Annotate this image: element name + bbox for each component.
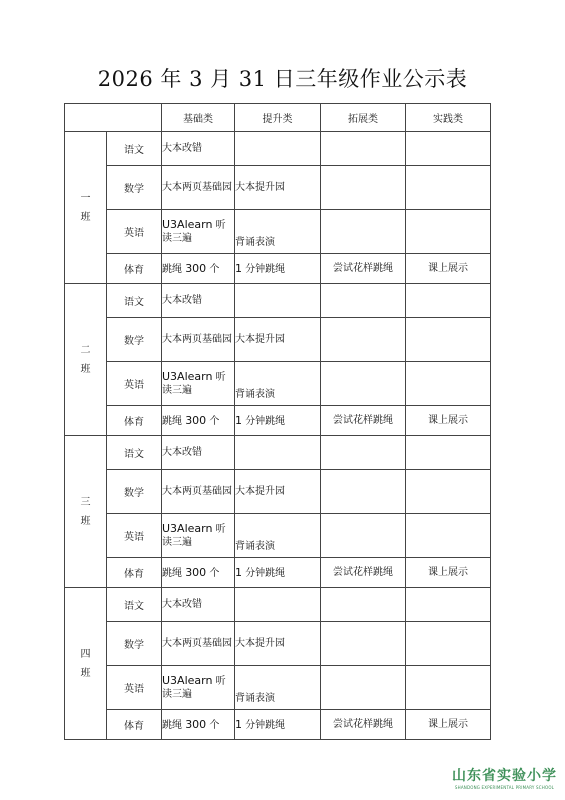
advanced-cell [235, 558, 321, 588]
extend-cell [321, 588, 406, 622]
extend-cell [321, 362, 406, 406]
extend-cell: 尝试花样跳绳 [321, 406, 406, 436]
subject-cell: 语文 [107, 284, 162, 318]
basic-text: 听读三遍 [162, 524, 226, 548]
minute-number: 1 [235, 717, 242, 731]
advanced-cell [235, 406, 321, 436]
table-row [65, 254, 491, 284]
header-row [65, 104, 491, 132]
subject-cell: 数学 [107, 318, 162, 362]
table-row [65, 362, 491, 406]
basic-cell [162, 254, 235, 284]
basic-cell: 大本改错 [162, 588, 235, 622]
basic-cell [162, 514, 235, 558]
table-row [65, 666, 491, 710]
advanced-cell [235, 436, 321, 470]
basic-text: 跳绳 [162, 415, 186, 427]
extend-cell [321, 166, 406, 210]
minute-number: 1 [235, 413, 242, 427]
table-row [65, 210, 491, 254]
subject-cell: 英语 [107, 666, 162, 710]
unit-text: 个 [206, 415, 220, 427]
extend-cell: 尝试花样跳绳 [321, 254, 406, 284]
basic-cell [162, 558, 235, 588]
basic-text: 听读三遍 [162, 220, 226, 244]
subject-cell: 语文 [107, 588, 162, 622]
basic-cell [162, 710, 235, 740]
count-number: 300 [185, 413, 207, 427]
basic-cell [162, 210, 235, 254]
count-number: 300 [185, 565, 207, 579]
table-row [65, 132, 491, 166]
practice-cell [406, 666, 491, 710]
header-advanced: 提升类 [235, 104, 321, 132]
count-number: 300 [185, 717, 207, 731]
practice-cell [406, 284, 491, 318]
advanced-cell: 大本提升园 [235, 622, 321, 666]
app-name: U3Alearn [162, 218, 213, 231]
basic-cell: 大本改错 [162, 436, 235, 470]
practice-cell [406, 132, 491, 166]
table-row [65, 622, 491, 666]
basic-cell: 大本两页基础园 [162, 318, 235, 362]
practice-cell [406, 210, 491, 254]
table-body [65, 132, 491, 740]
extend-cell [321, 318, 406, 362]
minute-number: 1 [235, 261, 242, 275]
practice-cell [406, 588, 491, 622]
header-blank-cell [65, 104, 162, 132]
basic-cell [162, 362, 235, 406]
basic-cell: 大本改错 [162, 284, 235, 318]
extend-cell [321, 666, 406, 710]
basic-cell: 大本两页基础园 [162, 470, 235, 514]
practice-cell: 课上展示 [406, 406, 491, 436]
practice-cell: 课上展示 [406, 254, 491, 284]
unit-text: 个 [206, 567, 220, 579]
advanced-text: 分钟跳绳 [242, 263, 286, 275]
advanced-cell: 背诵表演 [235, 210, 321, 254]
advanced-cell [235, 284, 321, 318]
practice-cell [406, 622, 491, 666]
table-row [65, 470, 491, 514]
practice-cell: 课上展示 [406, 710, 491, 740]
table-row [65, 710, 491, 740]
table-row [65, 284, 491, 318]
class-name-cell: 二 班 [65, 284, 107, 436]
practice-cell [406, 514, 491, 558]
extend-cell [321, 132, 406, 166]
extend-cell [321, 436, 406, 470]
advanced-cell [235, 588, 321, 622]
table-row [65, 588, 491, 622]
subject-cell: 英语 [107, 514, 162, 558]
basic-cell: 大本两页基础园 [162, 166, 235, 210]
basic-cell: 大本改错 [162, 132, 235, 166]
subject-cell: 体育 [107, 710, 162, 740]
extend-cell [321, 284, 406, 318]
subject-cell: 体育 [107, 254, 162, 284]
table-row [65, 558, 491, 588]
minute-number: 1 [235, 565, 242, 579]
page-title: 2026 年 3 月 31 日三年级作业公示表 [97, 67, 468, 91]
extend-cell [321, 514, 406, 558]
extend-cell: 尝试花样跳绳 [321, 710, 406, 740]
table-row [65, 166, 491, 210]
practice-cell: 课上展示 [406, 558, 491, 588]
subject-cell: 数学 [107, 470, 162, 514]
class-name-cell: 一 班 [65, 132, 107, 284]
advanced-text: 分钟跳绳 [242, 719, 286, 731]
practice-cell [406, 362, 491, 406]
practice-cell [406, 470, 491, 514]
school-logo-name: 山东省实验小学 [452, 768, 557, 784]
basic-text: 跳绳 [162, 719, 186, 731]
advanced-cell: 大本提升园 [235, 166, 321, 210]
table-row [65, 514, 491, 558]
count-number: 300 [185, 261, 207, 275]
header-practice: 实践类 [406, 104, 491, 132]
app-name: U3Alearn [162, 522, 213, 535]
subject-cell: 语文 [107, 436, 162, 470]
advanced-cell [235, 132, 321, 166]
subject-cell: 体育 [107, 558, 162, 588]
practice-cell [406, 166, 491, 210]
unit-text: 个 [206, 719, 220, 731]
header-basic: 基础类 [162, 104, 235, 132]
unit-text: 个 [206, 263, 220, 275]
practice-cell [406, 436, 491, 470]
advanced-cell: 背诵表演 [235, 514, 321, 558]
advanced-cell: 大本提升园 [235, 318, 321, 362]
header-extend: 拓展类 [321, 104, 406, 132]
basic-cell [162, 406, 235, 436]
class-name-cell: 四 班 [65, 588, 107, 740]
extend-cell [321, 622, 406, 666]
homework-table [64, 103, 491, 740]
class-name-cell: 三 班 [65, 436, 107, 588]
basic-text: 跳绳 [162, 567, 186, 579]
table-row [65, 436, 491, 470]
basic-text: 听读三遍 [162, 372, 226, 396]
practice-cell [406, 318, 491, 362]
advanced-cell [235, 710, 321, 740]
advanced-text: 分钟跳绳 [242, 415, 286, 427]
subject-cell: 语文 [107, 132, 162, 166]
advanced-cell [235, 254, 321, 284]
extend-cell [321, 210, 406, 254]
subject-cell: 体育 [107, 406, 162, 436]
basic-text: 听读三遍 [162, 676, 226, 700]
table-row [65, 318, 491, 362]
app-name: U3Alearn [162, 370, 213, 383]
table-row [65, 406, 491, 436]
subject-cell: 英语 [107, 362, 162, 406]
subject-cell: 数学 [107, 622, 162, 666]
extend-cell: 尝试花样跳绳 [321, 558, 406, 588]
advanced-cell: 大本提升园 [235, 470, 321, 514]
subject-cell: 英语 [107, 210, 162, 254]
extend-cell [321, 470, 406, 514]
school-logo [452, 765, 557, 790]
subject-cell: 数学 [107, 166, 162, 210]
basic-cell [162, 666, 235, 710]
basic-cell: 大本两页基础园 [162, 622, 235, 666]
basic-text: 跳绳 [162, 263, 186, 275]
school-logo-english: SHANDONG EXPERIMENTAL PRIMARY SCHOOL [454, 785, 555, 790]
advanced-cell: 背诵表演 [235, 362, 321, 406]
advanced-cell: 背诵表演 [235, 666, 321, 710]
app-name: U3Alearn [162, 674, 213, 687]
advanced-text: 分钟跳绳 [242, 567, 286, 579]
